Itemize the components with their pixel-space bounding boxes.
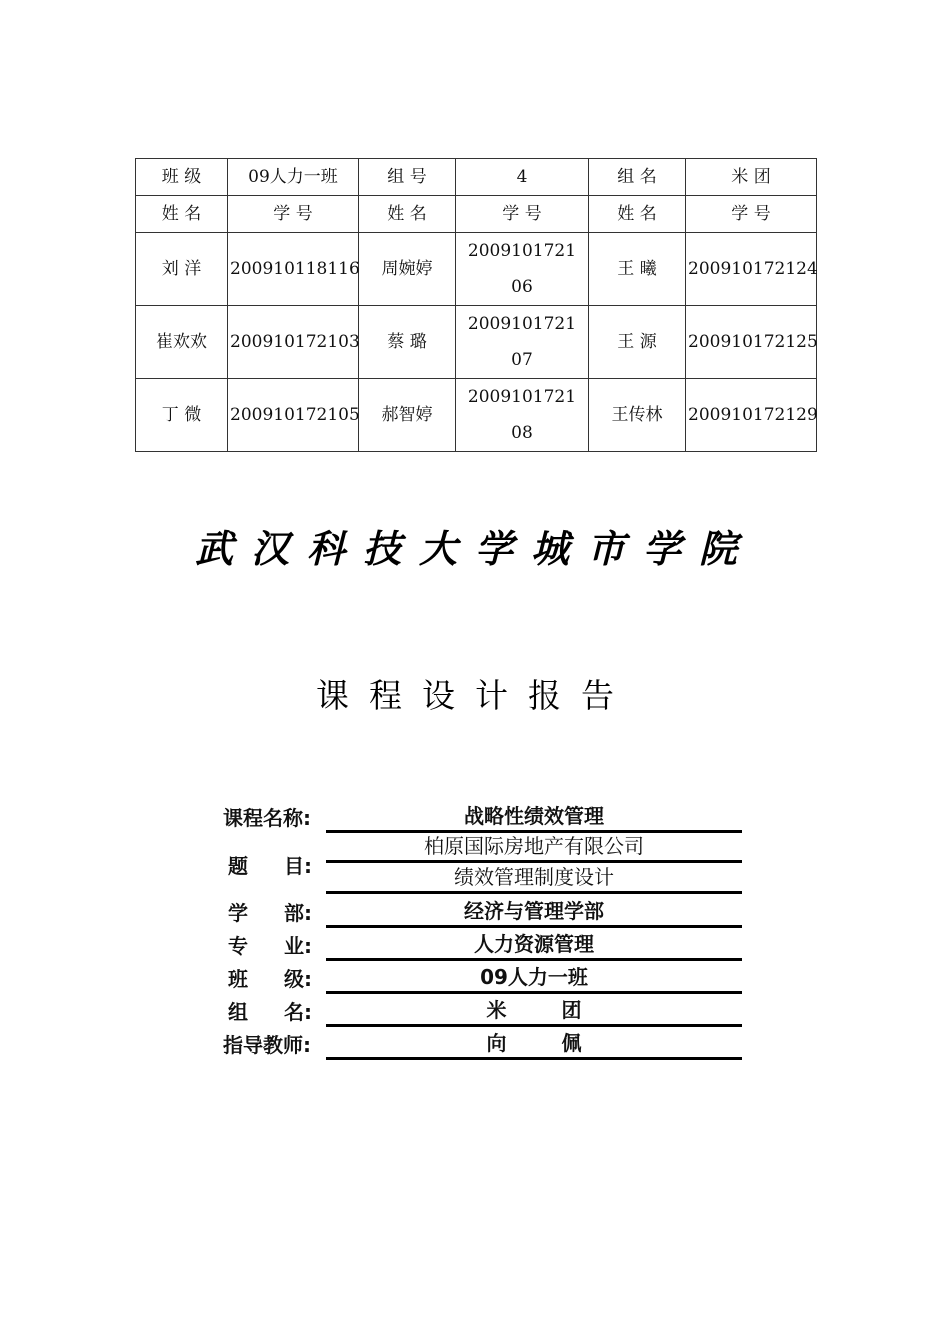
topic-line-1: 柏原国际房地产有限公司 xyxy=(326,832,742,863)
teacher-value xyxy=(326,1027,742,1060)
member-name-cell: 王 曦 xyxy=(589,233,686,306)
class-label-part: 级: xyxy=(284,967,312,991)
major-label xyxy=(210,928,324,961)
class-value: 09人力一班 xyxy=(326,961,742,994)
cover-info-block xyxy=(210,800,750,1060)
member-id-text: 200910172106 xyxy=(467,241,577,297)
dept-label-part: 学 xyxy=(228,901,248,925)
group-value xyxy=(326,994,742,1027)
member-id-cell: 200910172105 xyxy=(228,379,359,452)
column-header-name: 姓 名 xyxy=(136,196,228,233)
topic-label-part: 题 xyxy=(228,853,248,878)
class-label-cell: 班 级 xyxy=(136,159,228,196)
dept-value: 经济与管理学部 xyxy=(326,895,742,928)
table-row xyxy=(136,379,817,452)
member-id-cell: 200910172124 xyxy=(686,233,817,306)
roster-header-row xyxy=(136,159,817,196)
school-name-title: 武汉科技大学城市学院 xyxy=(194,526,755,571)
teacher-row xyxy=(210,1027,750,1060)
group-no-label-cell: 组 号 xyxy=(359,159,456,196)
member-name-cell: 崔欢欢 xyxy=(136,306,228,379)
dept-label-part: 部: xyxy=(284,901,312,925)
group-name-value-cell: 米 团 xyxy=(686,159,817,196)
group-value-text: 米 团 xyxy=(486,998,606,1022)
major-value: 人力资源管理 xyxy=(326,928,742,961)
member-id-cell: 200910118116 xyxy=(228,233,359,306)
member-name-cell: 刘 洋 xyxy=(136,233,228,306)
class-label xyxy=(210,961,324,994)
group-label xyxy=(210,994,324,1027)
member-id-cell: 200910172129 xyxy=(686,379,817,452)
member-id-cell xyxy=(456,233,589,306)
member-name-cell: 郝智婷 xyxy=(359,379,456,452)
member-id-text: 200910172107 xyxy=(467,314,577,370)
table-row xyxy=(136,233,817,306)
class-row xyxy=(210,961,750,994)
column-header-name: 姓 名 xyxy=(589,196,686,233)
member-id-cell: 200910172103 xyxy=(228,306,359,379)
course-label: 课程名称: xyxy=(223,806,311,830)
member-name-cell: 周婉婷 xyxy=(359,233,456,306)
table-row xyxy=(136,306,817,379)
topic-value xyxy=(326,833,742,895)
dept-row xyxy=(210,895,750,928)
group-label-part: 名: xyxy=(284,1000,312,1024)
topic-label-part: 目: xyxy=(284,853,312,878)
column-header-id: 学 号 xyxy=(228,196,359,233)
column-header-id: 学 号 xyxy=(456,196,589,233)
class-value-cell: 09人力一班 xyxy=(228,159,359,196)
topic-label xyxy=(210,833,324,895)
topic-row xyxy=(210,833,750,895)
major-label-part: 专 xyxy=(228,934,248,958)
member-name-cell: 王传林 xyxy=(589,379,686,452)
group-name-label-cell: 组 名 xyxy=(589,159,686,196)
member-id-cell xyxy=(456,379,589,452)
member-name-cell: 丁 微 xyxy=(136,379,228,452)
group-row xyxy=(210,994,750,1027)
topic-line-2: 绩效管理制度设计 xyxy=(326,863,742,894)
column-header-name: 姓 名 xyxy=(359,196,456,233)
dept-label xyxy=(210,895,324,928)
column-header-id: 学 号 xyxy=(686,196,817,233)
member-name-cell: 蔡 璐 xyxy=(359,306,456,379)
group-label-part: 组 xyxy=(228,1000,248,1024)
roster-column-header-row xyxy=(136,196,817,233)
teacher-value-text: 向 佩 xyxy=(486,1031,606,1055)
teacher-label: 指导教师: xyxy=(223,1033,311,1057)
group-no-value-cell: 4 xyxy=(456,159,589,196)
member-name-cell: 王 源 xyxy=(589,306,686,379)
course-row xyxy=(210,800,750,833)
member-id-cell: 200910172125 xyxy=(686,306,817,379)
report-title: 课程设计报告 xyxy=(316,676,634,715)
major-label-part: 业: xyxy=(284,934,312,958)
group-roster-table xyxy=(135,158,817,452)
course-value: 战略性绩效管理 xyxy=(326,800,742,833)
member-id-cell xyxy=(456,306,589,379)
class-label-part: 班 xyxy=(228,967,248,991)
major-row xyxy=(210,928,750,961)
member-id-text: 200910172108 xyxy=(467,387,577,443)
